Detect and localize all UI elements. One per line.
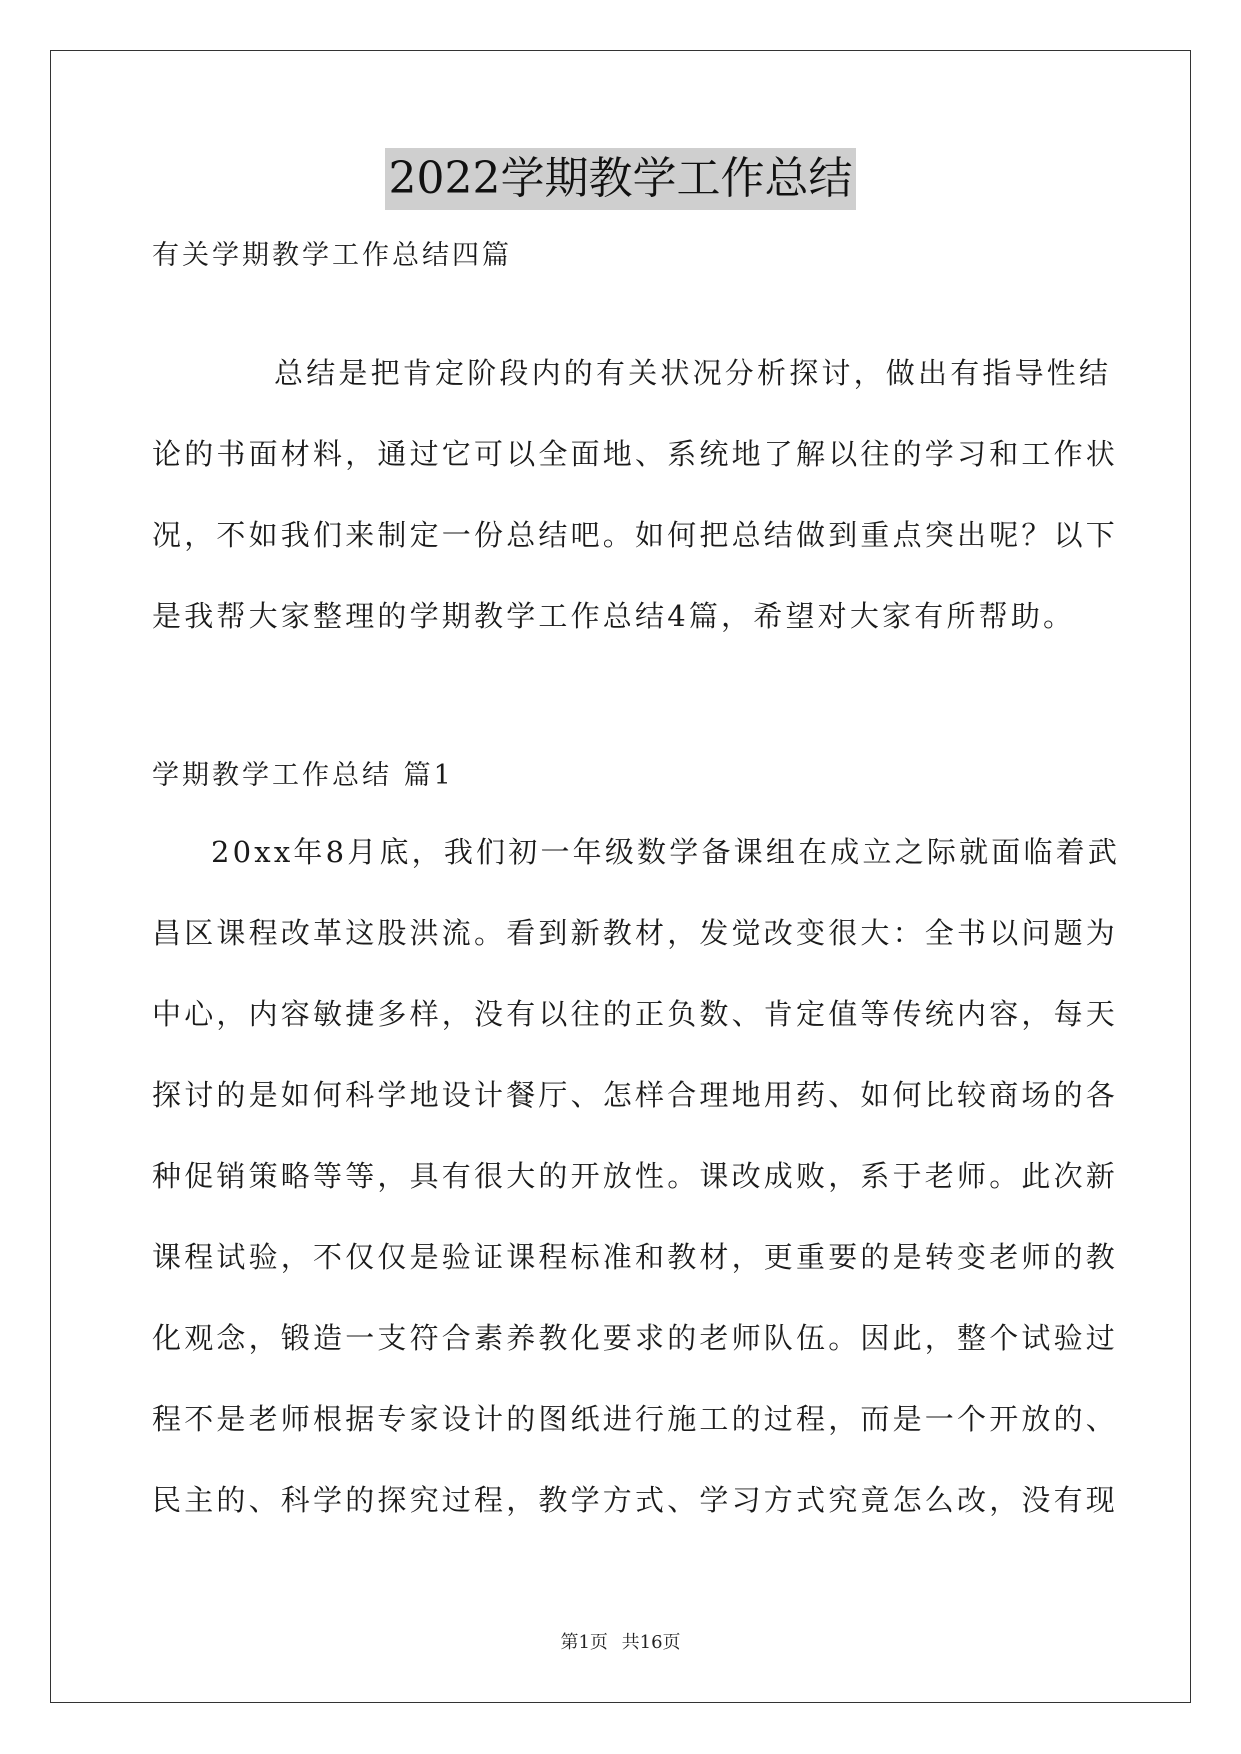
document-title: 2022学期教学工作总结 [385, 148, 857, 210]
document-subtitle: 有关学期教学工作总结四篇 [152, 240, 512, 271]
page-total: 共16页 [621, 1632, 681, 1653]
paragraph-line: 民主的、科学的探究过程，教学方式、学习方式究竟怎么改，没有现 [152, 1483, 1119, 1517]
section-heading: 学期教学工作总结 篇1 [152, 760, 454, 791]
title-wrap [0, 148, 1241, 210]
paragraph-line: 况，不如我们来制定一份总结吧。如何把总结做到重点突出呢？以下 [152, 518, 1119, 552]
paragraph-line: 昌区课程改革这股洪流。看到新教材，发觉改变很大：全书以问题为 [152, 916, 1119, 950]
paragraph-line: 课程试验，不仅仅是验证课程标准和教材，更重要的是转变老师的教 [152, 1240, 1119, 1274]
paragraph-line: 中心，内容敏捷多样，没有以往的正负数、肯定值等传统内容，每天 [152, 997, 1119, 1031]
paragraph-line: 总结是把肯定阶段内的有关状况分析探讨，做出有指导性结 [274, 356, 1112, 390]
page-number: 第1页 [560, 1632, 608, 1653]
paragraph-line: 是我帮大家整理的学期教学工作总结4篇，希望对大家有所帮助。 [152, 599, 1076, 633]
paragraph-line: 化观念，锻造一支符合素养教化要求的老师队伍。因此，整个试验过 [152, 1321, 1119, 1355]
paragraph-line: 20xx年8月底，我们初一年级数学备课组在成立之际就面临着武 [211, 835, 1121, 869]
paragraph-line: 程不是老师根据专家设计的图纸进行施工的过程，而是一个开放的、 [152, 1402, 1119, 1436]
paragraph-line: 论的书面材料，通过它可以全面地、系统地了解以往的学习和工作状 [152, 437, 1119, 471]
intro-paragraph [152, 333, 1119, 657]
body-paragraph [152, 812, 1121, 1541]
paragraph-line: 探讨的是如何科学地设计餐厅、怎样合理地用药、如何比较商场的各 [152, 1078, 1119, 1112]
paragraph-line: 种促销策略等等，具有很大的开放性。课改成败，系于老师。此次新 [152, 1159, 1119, 1193]
page-footer [0, 1628, 1241, 1654]
